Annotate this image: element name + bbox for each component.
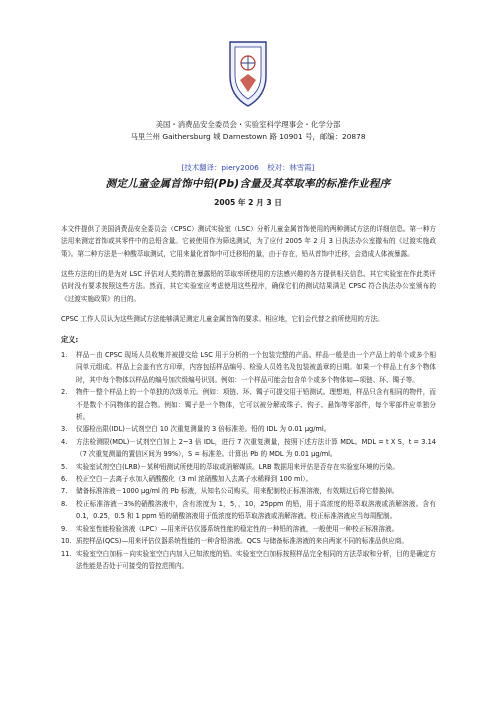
definition-item [61,535,436,547]
definition-number: 6. [61,475,68,484]
document-title: 测定儿童金属首饰中铅(Pb)含量及其萃取率的标准作业程序 [105,178,391,190]
cpsc-seal-logo-icon [226,36,270,110]
definitions-heading: 定义: [61,335,79,344]
translator-credit [0,162,496,173]
definition-text: 样品－由 CPSC 现场人员收集并被提交给 LSC 用于分析的一个包装完整的产品。样品一般是由一个产品上的单个或多个相同单元组成。样品上会盖有官方印章，内容包括样品编号、检验人员姓名及包装被盖章的日期。如果一个样品上有多个物体时，其中每个物体以样品的编号加次级编号识别。例如：一个样品可能会包含单个或多个物体如—项链、环、镯子等。 [76,351,436,384]
proofreader-label: 校对：林雪霞] [267,163,315,172]
definition-number: 2. [61,388,68,397]
definition-item [61,436,436,461]
definition-item [61,498,436,523]
definition-item [61,523,436,535]
definition-number: 1. [61,351,68,359]
definition-number: 3. [61,425,68,434]
definition-text: 实验室空白加标－向实验室空白内加入已知浓度的铅。实验室空白加标按照样品完全相同的方法萃取和分析，目的是确定方法性能是否处于可接受的管控范围内。 [76,549,436,570]
definition-text: 校正空白－去离子水加入硝酸酸化（3 ml 浓硝酸加入去离子水稀释到 100 ml）。 [76,475,313,484]
definition-text: 实验室试剂空白(LRB)－某种铅测试所使用的萃取或消解媒质。LRB 数据用来评估是否存在实验室环境的污染。 [76,462,399,471]
agency-address-line: 马里兰州 Gaithersburg 城 Darnestown 路 10901 号，邮编：20878 [130,132,366,141]
definition-item [61,548,436,573]
definition-item [61,473,436,485]
definitions-list [61,349,436,572]
purpose-paragraph: 这些方法的目的是为对 LSC 评估对人类的潜在暴露铅的萃取率所使用的方法感兴趣的各方提供相关信息。其它实验室在作此类评估时没有要求按照这些方法。然而，其它实验室应考虑使用这些程序，确保它们的测试结果满足 CPSC 符合执法办公室颁布的《过渡实施政策》的目的。 [61,270,436,303]
definition-text: 储备标准溶液－1000 µg/ml 的 Pb 标液，从知名公司购买，用来配制校正标准溶液，有效期过后将它替换掉。 [76,487,399,496]
definition-text: 实验室性能检验溶液（LPC）—用来评估仪器系统性能的稳定性的一种铅的溶液，一般使用一种校正标准溶液。 [76,524,399,533]
definition-text: 校正标准溶液－3%的硝酸溶液中，含有浓度为 1，5，，10，25ppm 的铅，用于高浓度的铅萃取溶液或消解溶液。含有 0.1，0.25，0.5 和 1 ppm 铅的硝酸溶液用于低浓度的铅萃取溶液或消解溶液。校正标准溶液应当每周配制。 [76,499,436,521]
definition-text: 仪器检出限(IDL)－试剂空白 10 次重复测量的 3 倍标准差。铅的 IDL 为 0.01 µg/ml。 [76,425,331,434]
definition-item [61,386,436,423]
definition-text: 物件－整个样品上的一个单独的次级单元。例如：项链、环、镯子可提交用于铅测试。理想地，样品只含有相同的物件，而不是数个不同物体的混合物。例如：镯子是一个物体，它可以被分解成珠子、钩子、悬饰等零部件，每个零部件应单独分析。 [76,388,436,422]
document-date: 2005 年 2 月 3 日 [214,198,282,207]
staff-paragraph: CPSC 工作人员认为这些测试方法能够满足测定儿童金属首饰的要求。相应地，它们会代替之前所使用的方法。 [61,315,384,323]
definition-number: 4. [61,437,68,446]
definition-number: 9. [61,524,68,533]
definition-number: 10. [61,537,72,546]
definition-item [61,461,436,473]
definition-item [61,349,436,386]
translator-label: [技术翻译：piery2006 [181,163,259,172]
intro-paragraph: 本文件提供了美国消费品安全委员会（CPSC）测试实验室（LSC）分析儿童金属首饰使用的两种测试方法的详细信息。第一种方法用来测定首饰或其零件中的总铅含量。它被使用作为筛选测试，为了应付 2005 年 2 月 3 日执法办公室撤布的《过渡实施政策》。第二种方法是一种酸萃取测试，它用来量化首饰中可迁移铅的量，由于存在，铅从首饰中迁移，会造成人体被暴露。 [61,225,436,258]
definition-number: 7. [61,487,68,496]
definition-item [61,485,436,497]
definition-item [61,423,436,435]
definition-number: 8. [61,499,68,508]
definition-text: 质控样品(QCS)—用来评估仪器系统性能的一种含铅溶液。QCS 与储备标准溶液的来自两家不同的标准品供应商。 [76,537,408,546]
definition-number: 11. [61,549,72,558]
definition-number: 5. [61,462,68,471]
definition-text: 方法检测限(MDL)－试剂空白加上 2~3 倍 IDL，进行 7 次重复测量，按照下述方法计算 MDL。MDL = t X S，t = 3.14（7 次重复测量的置信区间为 99%），S = 标准差。计算出 Pb 的 MDL 为 0.01 µg/ml。 [76,437,436,459]
agency-header-line: 美国・消费品安全委员会・实验室科学理事会・化学分部 [155,120,341,129]
